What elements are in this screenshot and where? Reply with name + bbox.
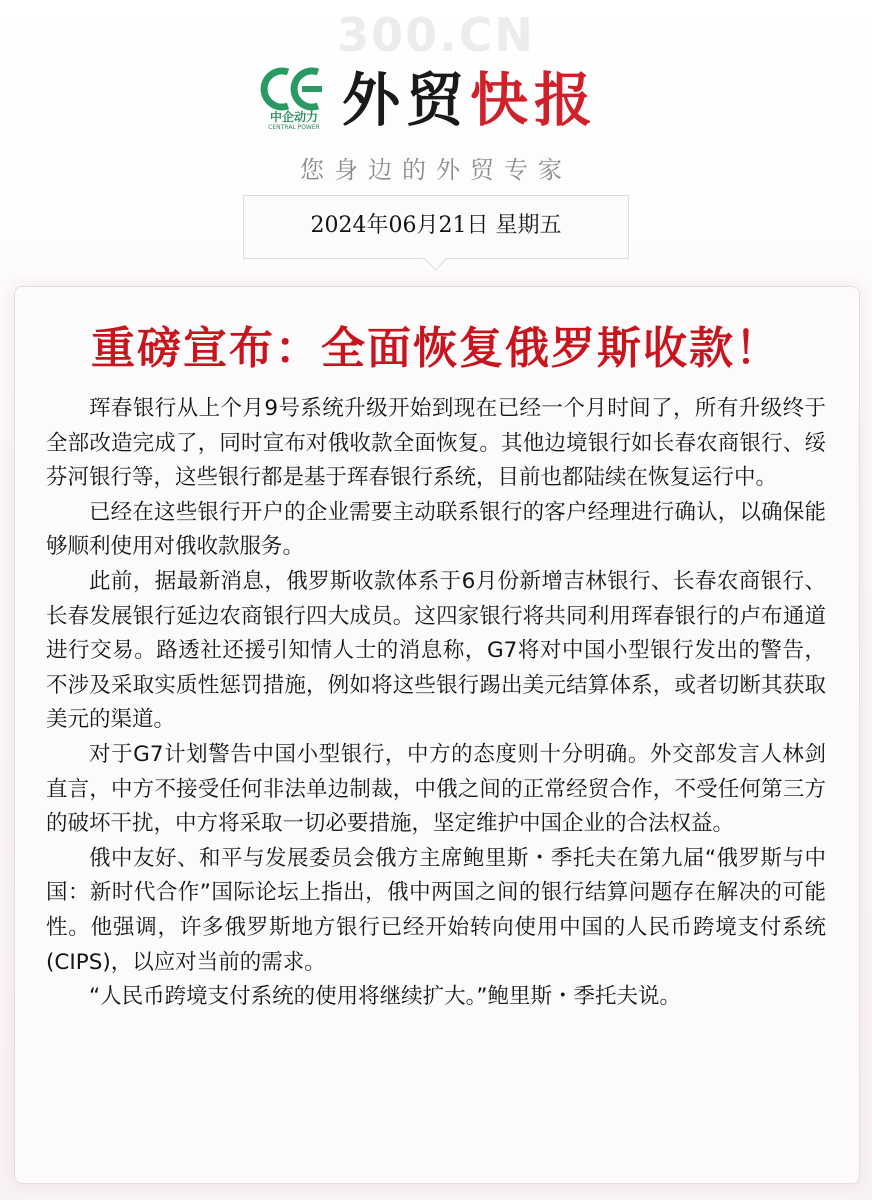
paragraph-6: “人民币跨境支付系统的使用将继续扩大。”鲍里斯・季托夫说。 — [89, 984, 682, 1010]
logo-subtext: CENTRAL POWER — [268, 124, 320, 131]
paragraph-5: 俄中友好、和平与发展委员会俄方主席鲍里斯・季托夫在第九届“俄罗斯与中国：新时代合作”国际论坛上指出，俄中两国之间的银行结算问题存在解决的可能性。他强调，许多俄罗斯地方银行已经开始转向使用中国的人民币跨境支付系统(CIPS)，以应对当前的需求。 — [46, 845, 826, 975]
watermark: 300.CN — [337, 8, 535, 62]
date-banner: 2024年06月21日 星期五 — [243, 195, 629, 259]
brand-title — [342, 64, 598, 136]
brand-header — [258, 62, 638, 142]
brand-title-part2: 快报 — [470, 66, 599, 134]
paragraph-1: 珲春银行从上个月9号系统升级开始到现在已经一个月时间了，所有升级终于全部改造完成了，同时宣布对俄收款全面恢复。其他边境银行如长春农商银行、绥芬河银行等，这些银行都是基于珲春银行系统，目前也都陆续在恢复运行中。 — [46, 396, 826, 491]
paragraph-3: 此前，据最新消息，俄罗斯收款体系于6月份新增吉林银行、长春农商银行、长春发展银行延边农商银行四大成员。这四家银行将共同利用珲春银行的卢布通道进行交易。路透社还援引知情人士的消息称，G7将对中国小型银行发出的警告，不涉及采取实质性惩罚措施，例如将这些银行踢出美元结算体系，或者切断其获取美元的渠道。 — [46, 568, 826, 733]
article-body — [46, 392, 826, 1015]
brand-title-part1: 外贸 — [342, 66, 471, 134]
logo-text: 中企动力 — [269, 110, 318, 124]
article-headline: 重磅宣布：全面恢复俄罗斯收款！ — [91, 323, 781, 374]
paragraph-4: 对于G7计划警告中国小型银行，中方的态度则十分明确。外交部发言人林剑直言，中方不接受任何非法单边制裁，中俄之间的正常经贸合作，不受任何第三方的破坏干扰，中方将采取一切必要措施，坚定维护中国企业的合法权益。 — [46, 741, 826, 837]
paragraph-2: 已经在这些银行开户的企业需要主动联系银行的客户经理进行确认，以确保能够顺利使用对俄收款服务。 — [46, 499, 826, 560]
slogan: 您身边的外贸专家 — [300, 156, 572, 184]
